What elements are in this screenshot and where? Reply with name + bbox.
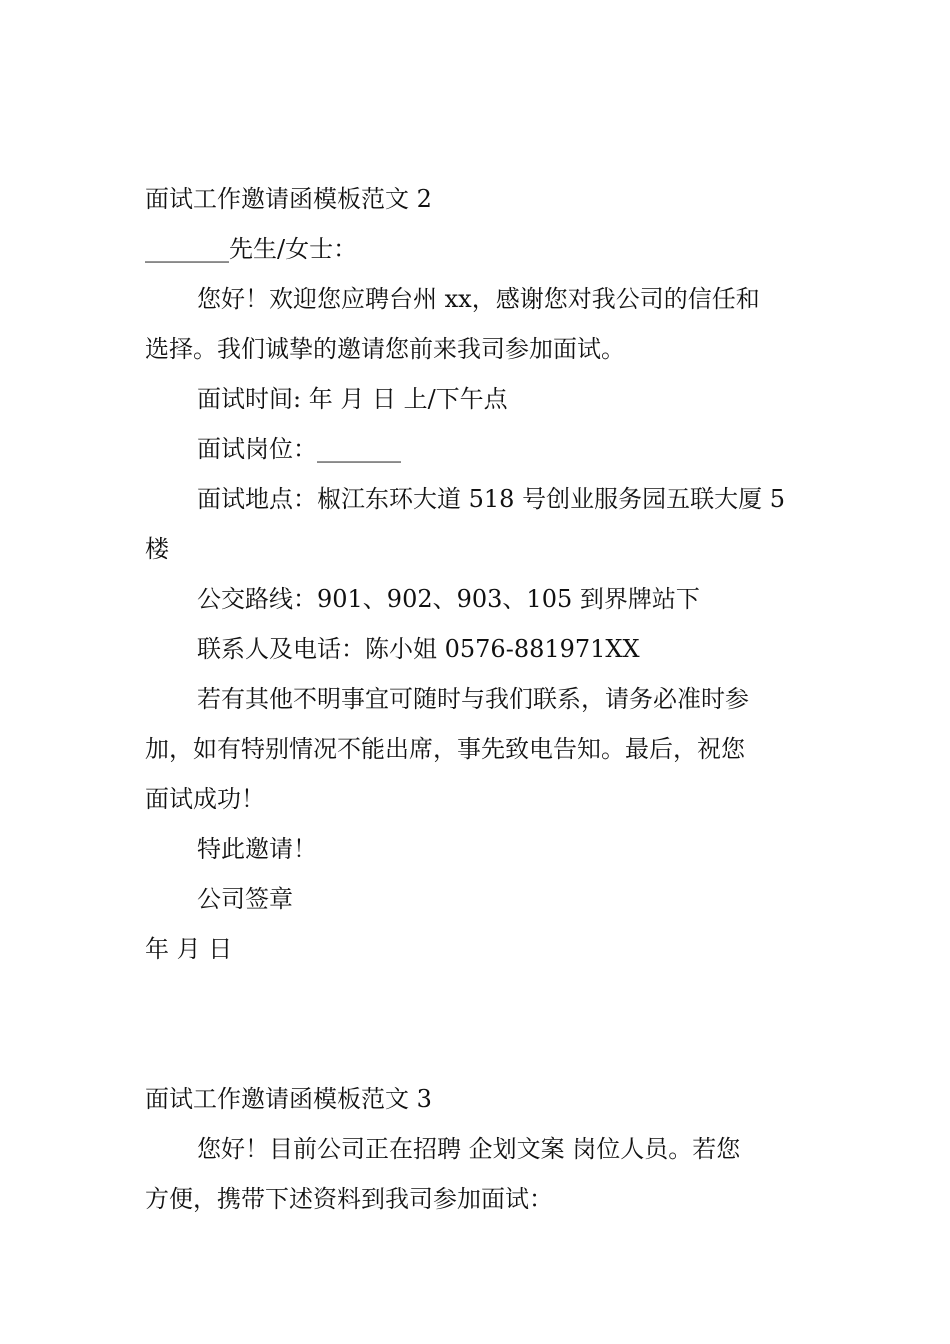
section-3-body-line-2: 方便，携带下述资料到我司参加面试： bbox=[145, 1185, 553, 1213]
note-line-2: 加，如有特别情况不能出席，事先致电告知。最后，祝您 bbox=[145, 735, 745, 763]
section-3-body-line-1: 您好！目前公司正在招聘 企划文案 岗位人员。若您 bbox=[197, 1135, 741, 1163]
interview-time: 面试时间: 年 月 日 上/下午点 bbox=[197, 385, 508, 413]
interview-position: 面试岗位：_______ bbox=[197, 435, 401, 463]
bus-route: 公交路线：901、902、903、105 到界牌站下 bbox=[197, 585, 700, 613]
section-3-heading: 面试工作邀请函模板范文 3 bbox=[145, 1085, 432, 1113]
closing-text: 特此邀请！ bbox=[197, 835, 317, 863]
interview-location-line-1: 面试地点：椒江东环大道 518 号创业服务园五联大厦 5 bbox=[197, 485, 785, 513]
salutation: _______先生/女士： bbox=[145, 235, 358, 263]
date-line: 年 月 日 bbox=[145, 935, 233, 963]
greeting-line-2: 选择。我们诚挚的邀请您前来我司参加面试。 bbox=[145, 335, 625, 363]
note-line-1: 若有其他不明事宜可随时与我们联系，请务必准时参 bbox=[197, 685, 749, 713]
interview-location-line-2: 楼 bbox=[145, 535, 169, 563]
note-line-3: 面试成功！ bbox=[145, 785, 265, 813]
contact-info: 联系人及电话：陈小姐 0576-881971XX bbox=[197, 635, 640, 663]
greeting-line-1: 您好！欢迎您应聘台州 xx，感谢您对我公司的信任和 bbox=[197, 285, 760, 313]
company-signature: 公司签章 bbox=[197, 885, 293, 913]
section-2-heading: 面试工作邀请函模板范文 2 bbox=[145, 185, 432, 213]
